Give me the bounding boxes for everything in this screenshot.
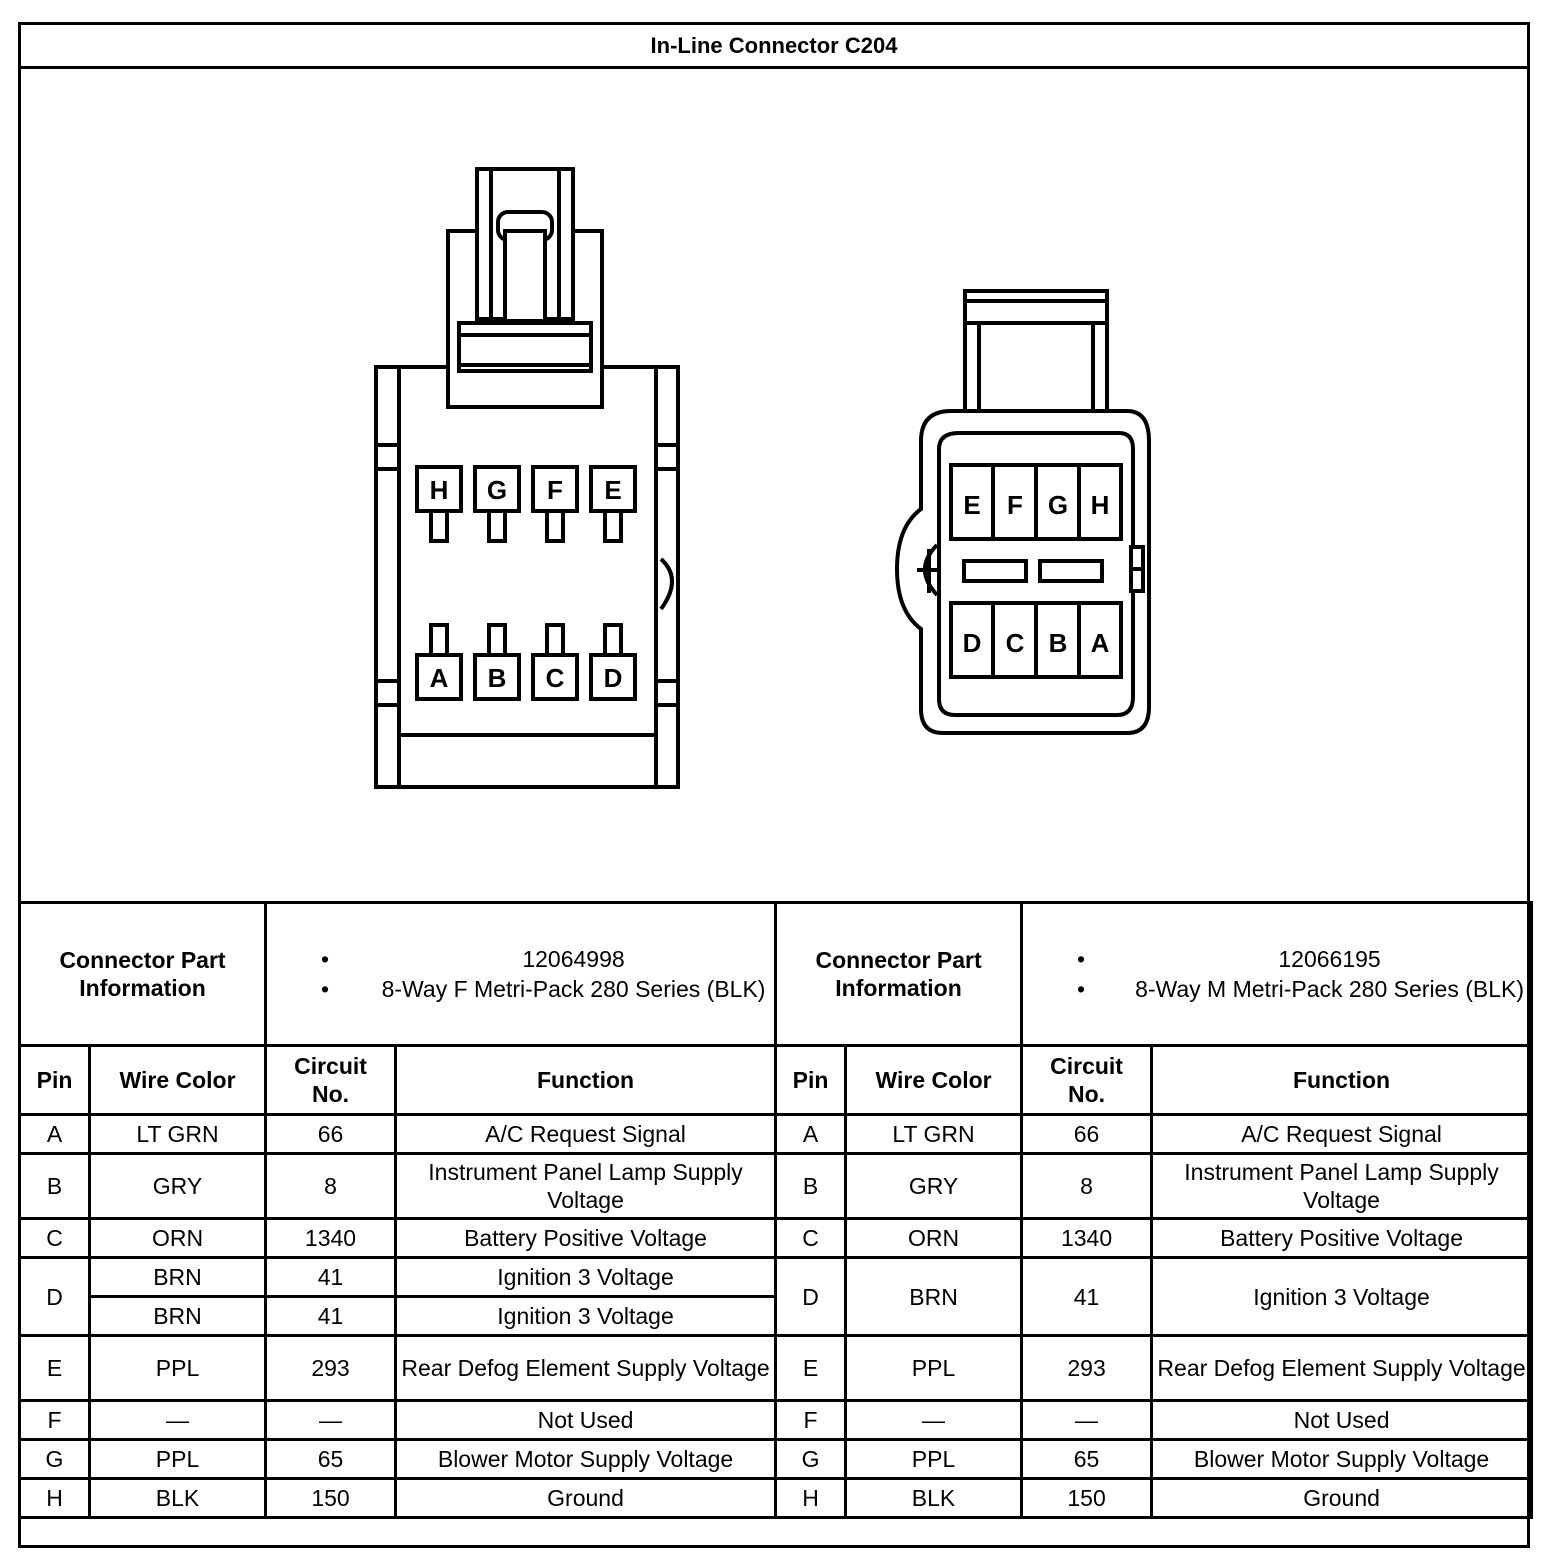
table-row: B GRY 8 Instrument Panel Lamp Supply Voltage B GRY 8 Instrument Panel Lamp Supply Voltage: [20, 1154, 1532, 1219]
right-part-number: • 12066195: [1073, 944, 1526, 974]
female-pin-cavities: [417, 467, 635, 699]
header-wire-color: Wire Color: [90, 1046, 266, 1115]
male-connector-illustration: [897, 291, 1149, 733]
right-part-info: [1022, 903, 1532, 1046]
female-pin-label: D: [603, 663, 623, 693]
header-function: Function: [396, 1046, 776, 1115]
part-info-row: [20, 903, 1532, 1046]
female-pin-label: B: [487, 663, 507, 693]
right-part-description: • 8-Way M Metri-Pack 280 Series (BLK): [1073, 974, 1526, 1004]
female-pin-label: F: [547, 475, 563, 505]
table-row: D BRN 41 Ignition 3 Voltage D BRN 41 Ignition 3 Voltage: [20, 1258, 1532, 1297]
male-pin-label: E: [963, 490, 981, 520]
header-row: [20, 1046, 1532, 1115]
header-function: Function: [1152, 1046, 1532, 1115]
table-row: F — — Not Used F — — Not Used: [20, 1401, 1532, 1440]
male-pin-label: F: [1007, 490, 1023, 520]
connector-drawing: [21, 69, 1527, 901]
connector-sheet: [18, 22, 1530, 1548]
male-pin-label: A: [1090, 628, 1110, 658]
table-row: C ORN 1340 Battery Positive Voltage C ORN 1340 Battery Positive Voltage: [20, 1219, 1532, 1258]
female-pin-label: G: [486, 475, 508, 505]
male-pin-label: H: [1090, 490, 1110, 520]
pinout-table: [18, 901, 1533, 1519]
header-pin: Pin: [20, 1046, 90, 1115]
header-circuit: Circuit No.: [1022, 1046, 1152, 1115]
left-part-number: • 12064998: [317, 944, 770, 974]
female-pin-label: H: [429, 475, 449, 505]
left-part-info: [266, 903, 776, 1046]
part-info-label: Connector Part Information: [776, 903, 1022, 1046]
left-part-description: • 8-Way F Metri-Pack 280 Series (BLK): [317, 974, 770, 1004]
male-pin-label: C: [1005, 628, 1025, 658]
table-row: G PPL 65 Blower Motor Supply Voltage G PPL 65 Blower Motor Supply Voltage: [20, 1440, 1532, 1479]
male-pin-label: G: [1047, 490, 1069, 520]
male-pin-label: D: [962, 628, 982, 658]
table-row: E PPL 293 Rear Defog Element Supply Voltage E PPL 293 Rear Defog Element Supply Voltage: [20, 1336, 1532, 1401]
table-row: BRN 41 Ignition 3 Voltage: [20, 1297, 1532, 1336]
header-pin: Pin: [776, 1046, 846, 1115]
header-circuit: Circuit No.: [266, 1046, 396, 1115]
male-pin-label: B: [1048, 628, 1068, 658]
female-pin-label: C: [545, 663, 565, 693]
header-wire-color: Wire Color: [846, 1046, 1022, 1115]
page-title: In-Line Connector C204: [21, 25, 1527, 69]
female-pin-label: A: [429, 663, 449, 693]
table-row: A LT GRN 66 A/C Request Signal A LT GRN 66 A/C Request Signal: [20, 1115, 1532, 1154]
part-info-label: Connector Part Information: [20, 903, 266, 1046]
female-pin-label: E: [604, 475, 622, 505]
table-row: H BLK 150 Ground H BLK 150 Ground: [20, 1479, 1532, 1518]
